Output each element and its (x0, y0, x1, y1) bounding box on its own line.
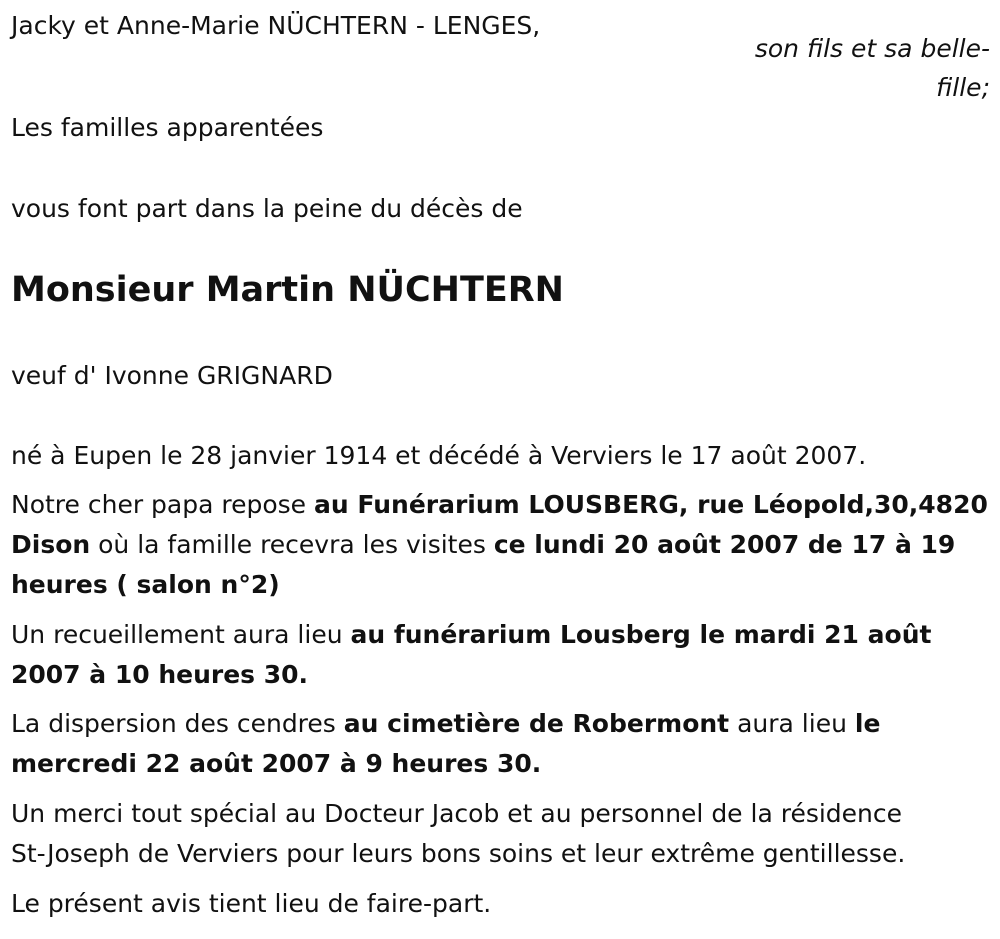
visitation-text-1: Notre cher papa repose (11, 490, 315, 519)
visitation-text-2: où la famille recevra les visites (90, 530, 494, 559)
recueillement-place-date: au funérarium Lousberg le mardi 21 août (350, 620, 932, 649)
widower-line: veuf d' Ivonne GRIGNARD (11, 361, 333, 390)
dispersion-le: le (854, 709, 881, 738)
dispersion-place: au cimetière de Robermont (343, 709, 730, 738)
recueillement-time: 2007 à 10 heures 30. (11, 660, 309, 689)
dispersion-line-1 (11, 704, 880, 744)
visitation-date: ce lundi 20 août 2007 de 17 à 19 (493, 530, 956, 559)
dispersion-text-b: aura lieu (729, 709, 855, 738)
visitation-line-3 (11, 565, 280, 605)
dispersion-text-a: La dispersion des cendres (11, 709, 344, 738)
closing-line: Le présent avis tient lieu de faire-part. (11, 889, 492, 918)
announce-line: vous font part dans la peine du décès de (11, 194, 523, 223)
dispersion-line-2 (11, 744, 541, 784)
recueillement-line-1 (11, 615, 931, 655)
deceased-name: Monsieur Martin NÜCHTERN (11, 270, 564, 310)
senders-line: Jacky et Anne-Marie NÜCHTERN - LENGES, (11, 11, 541, 40)
thanks-line-1: Un merci tout spécial au Docteur Jacob et au personnel de la résidence (11, 799, 903, 828)
visitation-city: Dison (11, 530, 91, 559)
visitation-line-2 (11, 525, 955, 565)
visitation-line-1 (11, 485, 988, 525)
relation-line-2: fille; (936, 73, 990, 102)
thanks-line-2: St-Joseph de Verviers pour leurs bons soins et leur extrême gentillesse. (11, 839, 906, 868)
recueillement-line-2 (11, 655, 308, 695)
visitation-place: au Funérarium LOUSBERG, rue Léopold,30,4820 (314, 490, 988, 519)
families-line: Les familles apparentées (11, 113, 324, 142)
dispersion-date: mercredi 22 août 2007 à 9 heures 30. (11, 749, 542, 778)
visitation-hours: heures ( salon n°2) (11, 570, 280, 599)
birth-death-line: né à Eupen le 28 janvier 1914 et décédé à Verviers le 17 août 2007. (11, 441, 867, 470)
recueillement-text: Un recueillement aura lieu (11, 620, 351, 649)
relation-line-1: son fils et sa belle- (754, 34, 990, 63)
